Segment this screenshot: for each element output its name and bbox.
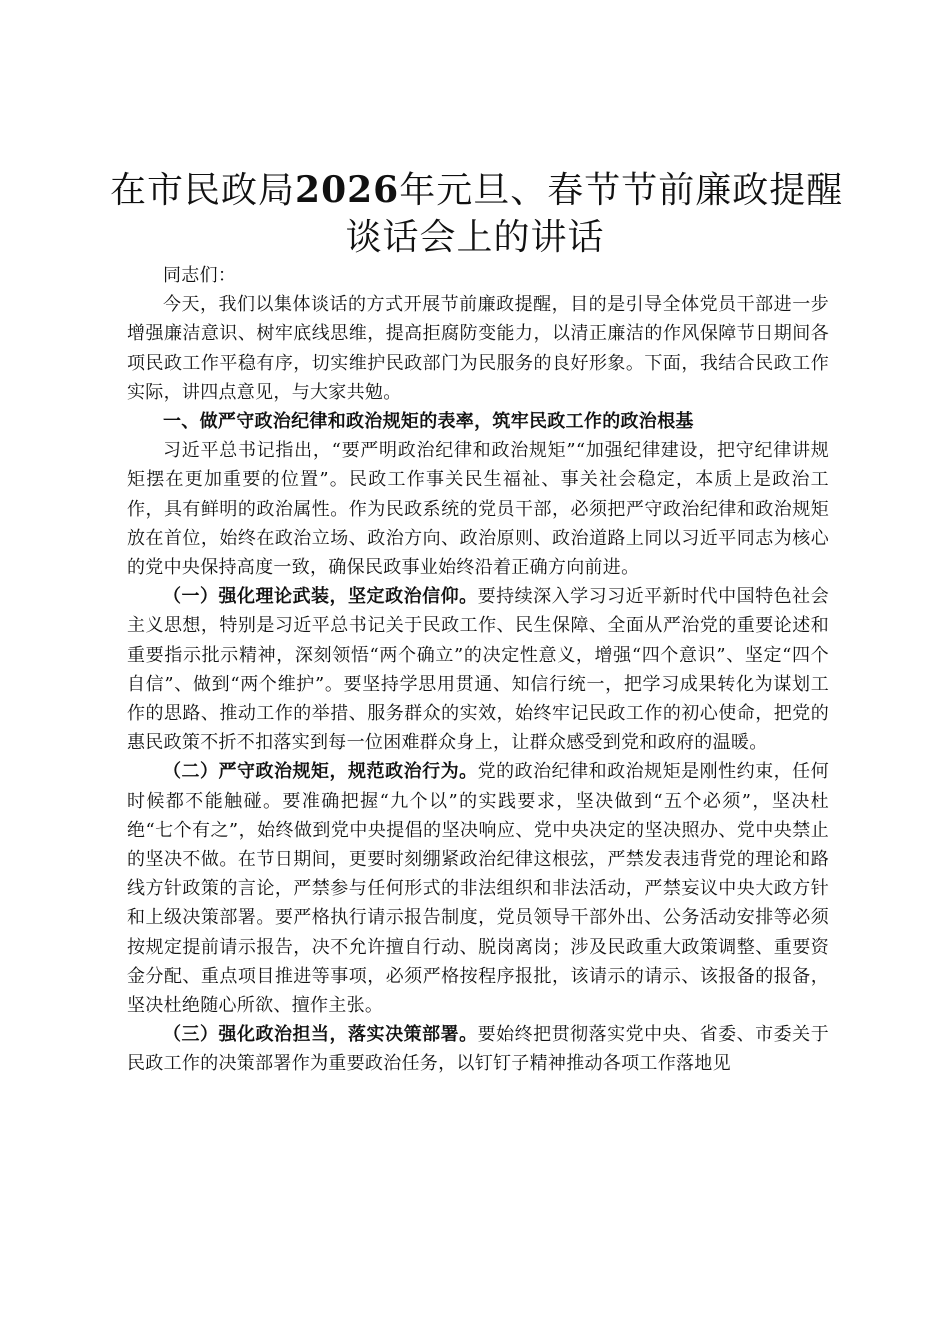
title-year: 2026 <box>295 169 400 211</box>
title-suffix: 年元旦、春节节前廉政提醒 <box>399 170 844 211</box>
title-prefix: 在市民政局 <box>110 170 296 211</box>
greeting: 同志们： <box>163 265 237 286</box>
item-3-lead: （三）强化政治担当，落实决策部署。 <box>163 1024 478 1046</box>
intro-paragraph: 今天，我们以集体谈话的方式开展节前廉政提醒，目的是引导全体党员干部进一步增强廉洁意识、树牢底线思维，提高拒腐防变能力，以清正廉洁的作风保障节日期间各项民政工作平稳有序，切实维护民政部门为民服务的良好形象。下面，我结合民政工作实际，讲四点意见，与大家共勉。 <box>127 294 829 403</box>
item-2-lead: （二）严守政治规矩，规范政治行为。 <box>163 761 478 783</box>
section-1-paragraph: 习近平总书记指出，“要严明政治纪律和政治规矩”“加强纪律建设，把守纪律讲规矩摆在更加重要的位置”。民政工作事关民生福祉、事关社会稳定，本质上是政治工作，具有鲜明的政治属性。作为民政系统的党员干部，必须把严守政治纪律和政治规矩放在首位，始终在政治立场、政治方向、政治原则、政治道路上同以习近平同志为核心的党中央保持高度一致，确保民政事业始终沿着正确方向前进。 <box>127 440 829 579</box>
document-body <box>127 261 829 1079</box>
section-1-heading: 一、做严守政治纪律和政治规矩的表率，筑牢民政工作的政治根基 <box>163 411 694 433</box>
document-title-line-1 <box>110 166 844 215</box>
item-3-text: 要始终把贯彻落实党中央、省委、市委关于民政工作的决策部署作为重要政治任务，以钉钉子精神推动各项工作落地见 <box>127 1024 829 1075</box>
item-1-lead: （一）强化理论武装，坚定政治信仰。 <box>163 586 478 608</box>
document-title-line-2: 谈话会上的讲话 <box>345 217 605 258</box>
item-1-paragraph <box>127 582 829 757</box>
item-1-text: 要持续深入学习习近平新时代中国特色社会主义思想，特别是习近平总书记关于民政工作、民生保障、全面从严治党的重要论述和重要指示批示精神，深刻领悟“两个确立”的决定性意义，增强“四个意识”、坚定“四个自信”、做到“两个维护”。要坚持学思用贯通、知信行统一，把学习成果转化为谋划工作的思路、推动工作的举措、服务群众的实效，始终牢记民政工作的初心使命，把党的惠民政策不折不扣落实到每一位困难群众身上，让群众感受到党和政府的温暖。 <box>127 586 829 754</box>
item-2-paragraph <box>127 757 829 1020</box>
item-3-paragraph <box>127 1020 829 1078</box>
item-2-text: 党的政治纪律和政治规矩是刚性约束，任何时候都不能触碰。要准确把握“九个以”的实践要求，坚决做到“五个必须”，坚决杜绝“七个有之”，始终做到党中央提倡的坚决响应、党中央决定的坚决照办、党中央禁止的坚决不做。在节日期间，更要时刻绷紧政治纪律这根弦，严禁发表违背党的理论和路线方针政策的言论，严禁参与任何形式的非法组织和非法活动，严禁妄议中央大政方针和上级决策部署。要严格执行请示报告制度，党员领导干部外出、公务活动安排等必须按规定提前请示报告，决不允许擅自行动、脱岗离岗；涉及民政重大政策调整、重要资金分配、重点项目推进等事项，必须严格按程序报批，该请示的请示、该报备的报备，坚决杜绝随心所欲、擅作主张。 <box>127 761 829 1017</box>
